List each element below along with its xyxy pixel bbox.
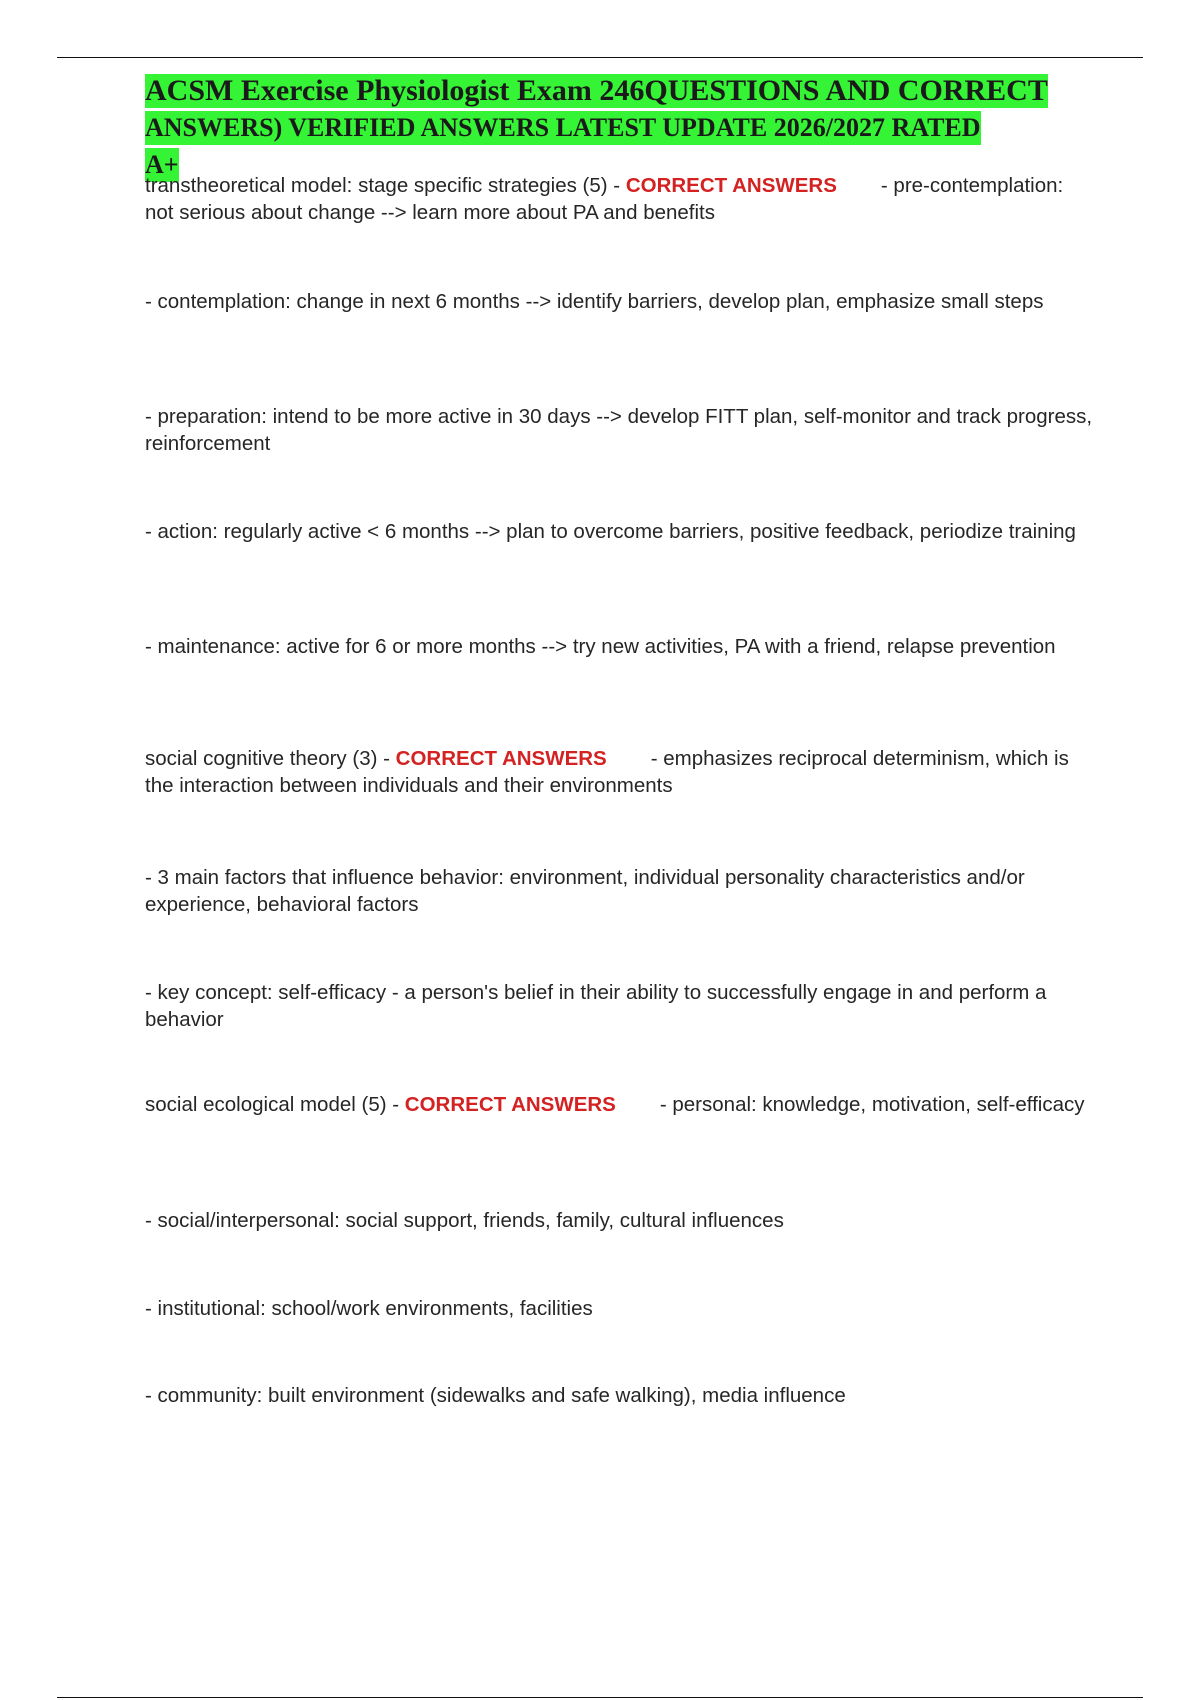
answer-text: - emphasizes reciprocal determinism, which is the interaction between individuals and their environments [145,747,1069,797]
list-item-contemplation: - contemplation: change in next 6 months --> identify barriers, develop plan, emphasize small steps [145,290,1044,313]
title-line-3: A+ [145,148,179,182]
list-item-self-efficacy: - key concept: self-efficacy - a person's belief in their ability to successfully engage in and perform a behavior [145,981,1047,1031]
answer-text: - pre-contemplation: not serious about change --> learn more about PA and benefits [145,174,1064,224]
bottom-rule [57,1697,1143,1698]
question-text: transtheoretical model: stage specific strategies (5) - [145,174,626,197]
top-rule [57,57,1143,58]
list-item-institutional: - institutional: school/work environments, facilities [145,1297,593,1320]
question-text: social cognitive theory (3) - [145,747,396,770]
correct-answers-marker: CORRECT ANSWERS [404,1093,616,1116]
qa-social-ecological-model [145,1091,1095,1118]
list-item-main-factors: - 3 main factors that influence behavior: environment, individual personality characteristics and/or experience, behavioral factors [145,866,1025,916]
list-item-community: - community: built environment (sidewalks and safe walking), media influence [145,1384,846,1407]
list-item-maintenance: - maintenance: active for 6 or more months --> try new activities, PA with a friend, relapse prevention [145,635,1056,658]
list-item-preparation: - preparation: intend to be more active in 30 days --> develop FITT plan, self-monitor and track progress, reinforcement [145,405,1093,455]
list-item-action: - action: regularly active < 6 months --> plan to overcome barriers, positive feedback, periodize training [145,520,1076,543]
question-text: social ecological model (5) - [145,1093,405,1116]
qa-transtheoretical [145,172,1095,226]
document-title [145,72,1085,182]
title-line-2: ANSWERS) VERIFIED ANSWERS LATEST UPDATE 2026/2027 RATED [145,111,981,145]
qa-social-cognitive-theory [145,745,1095,799]
list-item-social-interpersonal: - social/interpersonal: social support, friends, family, cultural influences [145,1209,784,1232]
correct-answers-marker: CORRECT ANSWERS [625,174,837,197]
correct-answers-marker: CORRECT ANSWERS [395,747,607,770]
answer-text: - personal: knowledge, motivation, self-efficacy [659,1093,1085,1116]
title-line-1: ACSM Exercise Physiologist Exam 246QUESTIONS AND CORRECT [145,74,1048,107]
